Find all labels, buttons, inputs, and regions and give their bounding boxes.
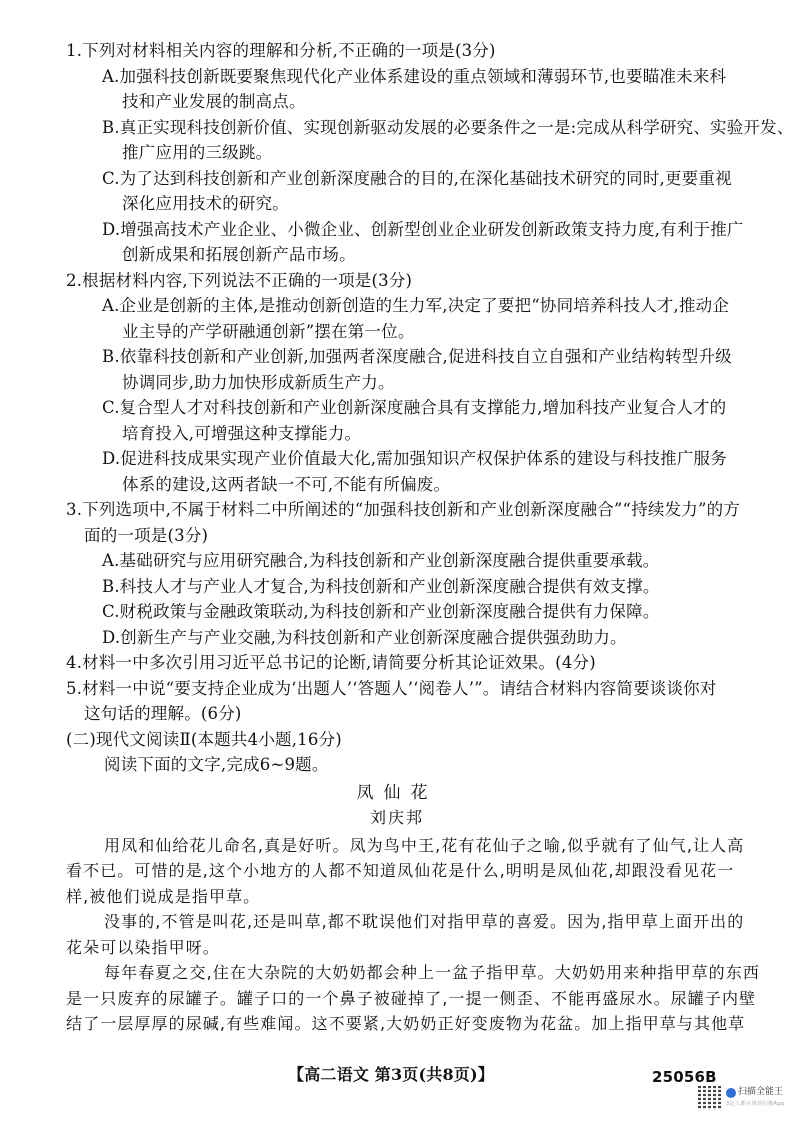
answer-option: 体系的建设,这两者缺一不可,不能有所偏废。 [122,474,451,494]
answer-option: D.创新生产与产业交融,为科技创新和产业创新深度融合提供强劲助力。 [102,627,627,647]
article-paragraph-line: 没事的,不管是叫花,还是叫草,都不耽误他们对指甲草的喜爱。因为,指甲草上面开出的 [104,912,745,931]
scanner-tagline: 3亿人都在用的扫描App [726,1101,785,1107]
paper-code: 25056B [652,1068,717,1086]
answer-option: 深化应用技术的研究。 [122,194,289,213]
article-paragraph-line: 用凤和仙给花儿命名,真是好听。凤为鸟中王,花有花仙子之喻,似乎就有了仙气,让人高 [104,835,745,855]
answer-option: B.依靠科技创新和产业创新,加强两者深度融合,促进科技自立自强和产业结构转型升级 [102,347,732,366]
question-stem: 这句话的理解。(6分) [84,704,242,723]
answer-option: C.复合型人才对科技创新和产业创新深度融合具有支撑能力,增加科技产业复合人才的 [102,398,727,417]
answer-option: B.真正实现科技创新价值、实现创新驱动发展的必要条件之一是:完成从科学研究、实验开发、 [102,117,794,137]
answer-option: 协调同步,助力加快形成新质生产力。 [122,372,395,392]
answer-option: 培育投入,可增强这种支撑能力。 [122,423,362,443]
question-stem: 5.材料一中说“要支持企业成为‘出题人’‘答题人’‘阅卷人’”。请结合材料内容简要谈谈你对 [66,678,717,698]
article-title: 凤仙花 [356,782,438,803]
question-stem: 面的一项是(3分) [84,525,209,545]
question-stem: 2.根据材料内容,下列说法不正确的一项是(3分) [66,270,413,290]
page-footer: 【高二语文 第3页(共8页)】 [288,1065,494,1084]
article-paragraph-line: 样,被他们说成是指甲草。 [66,886,261,906]
scanner-watermark [698,1086,794,1114]
question-stem: 1.下列对材料相关内容的理解和分析,不正确的一项是(3分) [66,41,496,60]
answer-option: C.为了达到科技创新和产业创新深度融合的目的,在深化基础技术研究的同时,更要重视 [102,168,732,188]
qr-code-icon [698,1086,722,1110]
answer-option: 推广应用的三级跳。 [122,143,273,162]
article-paragraph-line: 看不已。可惜的是,这个小地方的人都不知道凤仙花是什么,明明是凤仙花,却跟没看见花一 [66,861,735,880]
question-stem: 3.下列选项中,不属于材料二中所阐述的“加强科技创新和产业创新深度融合”“持续发力”的方 [66,500,741,519]
article-paragraph-line: 结了一层厚厚的尿碱,有些难闻。这不要紧,大奶奶正好变废物为花盆。加上指甲草与其他草 [66,1014,746,1033]
answer-option: 业主导的产学研融通创新”摆在第一位。 [122,321,415,341]
article-paragraph-line: 每年春夏之交,住在大杂院的大奶奶都会种上一盆子指甲草。大奶奶用来种指甲草的东西 [104,963,760,982]
section-header: (二)现代文阅读Ⅱ(本题共4小题,16分) [66,729,342,749]
answer-option: 技和产业发展的制高点。 [122,92,306,111]
scanner-brand: 扫描全能王 [738,1087,784,1097]
answer-option: D.促进科技成果实现产业价值最大化,需加强知识产权保护体系的建设与科技推广服务 [102,449,727,468]
answer-option: A.加强科技创新既要聚焦现代化产业体系建设的重点领域和薄弱环节,也要瞄准未来科 [102,66,727,86]
answer-option: 创新成果和拓展创新产品市场。 [122,245,356,264]
article-author: 刘庆邦 [369,808,424,827]
question-stem: 4.材料一中多次引用习近平总书记的论断,请简要分析其论证效果。(4分) [66,653,596,672]
article-paragraph-line: 花朵可以染指甲呀。 [66,937,220,957]
answer-option: C.财税政策与金融政策联动,为科技创新和产业创新深度融合提供有力保障。 [102,602,660,621]
answer-option: A.企业是创新的主体,是推动创新创造的生力军,决定了要把“协同培养科技人才,推动企 [102,296,730,315]
answer-option: D.增强高技术产业企业、小微企业、创新型创业企业研发创新政策支持力度,有利于推广 [102,219,744,239]
scanner-logo-icon [726,1088,736,1098]
answer-option: A.基础研究与应用研究融合,为科技创新和产业创新深度融合提供重要承载。 [102,551,660,570]
answer-option: B.科技人才与产业人才复合,为科技创新和产业创新深度融合提供有效支撑。 [102,576,660,596]
article-paragraph-line: 是一只废弃的尿罐子。罐子口的一个鼻子被碰掉了,一提一侧歪、不能再盛尿水。尿罐子内壁 [66,988,757,1008]
section-instructions: 阅读下面的文字,完成6~9题。 [104,755,329,774]
